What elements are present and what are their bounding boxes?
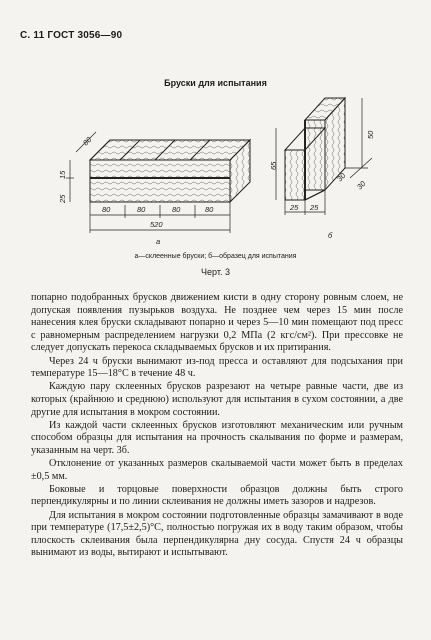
panel-a-letter: а (156, 237, 161, 246)
paragraph: Через 24 ч бруски вынимают из-под пресса и оставляют для подсыхания при температуре 15—18°С в течение 48 ч. (31, 355, 403, 380)
paragraph: Отклонение от указанных размеров скалываемой части может быть в пределах ±0,5 мм. (31, 458, 403, 482)
paragraph: Из каждой части склеенных брусков изготовляют механическим или ручным способом образцы для испытания на прочность скалывания по форме и размерам, указанным на черт. 3б. (31, 419, 403, 456)
figure-caption: а—склеенные бруски; б—образец для испытания (134, 253, 297, 260)
paragraph: попарно подобранных брусков движением кисти в одну сторону ровным слоем, не допуская появления пузырьков воздуха. Не позднее чем через 15 мин после нанесения клея бруски складывают попарно и через 5—10 мин помещают под пресс с равномерным распределением нагрузки 0,2 МПа (2 кгс/см²). При прессовке не следует допускать перекоса складываемых брусков и их притирания. (31, 292, 403, 354)
label-b-h2: 50 (366, 130, 375, 139)
label-b-d1: 30 (335, 171, 348, 184)
label-a-h-total: 25 (58, 194, 67, 203)
label-a-seg3: 80 (172, 205, 181, 214)
label-a-seg1: 80 (102, 205, 111, 214)
label-a-depth: 80 (81, 135, 94, 148)
figure-title: Бруски для испытания (164, 78, 267, 88)
panel-b-letter: б (328, 231, 333, 240)
label-b-w2: 25 (310, 203, 319, 212)
label-b-d2: 30 (355, 179, 368, 192)
label-a-seg2: 80 (137, 205, 146, 214)
figure-number: Черт. 3 (201, 267, 230, 277)
page-header: С. 11 ГОСТ 3056—90 (20, 30, 123, 41)
paragraph: Боковые и торцовые поверхности образцов должны быть строго перпендикулярны и по линии склеивания не должны иметь зазоров и надрезов. (31, 483, 403, 508)
paragraph: Для испытания в мокром состоянии подготовленные образцы замачивают в воде при температуре (17,5±2,5)°С, полностью погружая их в воду таким образом, чтобы плоскость склеивания была перпендикулярна дну сосуда. Спустя 24 ч образцы вынимают из воды, вытирают и испытывают. (31, 509, 403, 559)
label-b-h1: 65 (269, 161, 278, 170)
figure-drawing (0, 0, 431, 260)
body-text (31, 292, 403, 560)
panel-a-bars (90, 140, 250, 202)
label-a-seg4: 80 (205, 205, 214, 214)
label-a-width: 520 (150, 220, 163, 229)
label-b-w1: 25 (290, 203, 299, 212)
label-a-h-top: 15 (58, 170, 67, 179)
paragraph: Каждую пару склеенных брусков разрезают на четыре равные части, две из которых (крайнюю и среднюю) используют для испытания в сухом состоянии, а две другие для испытания в мокром состоянии. (31, 381, 403, 418)
panel-b-specimen (285, 98, 345, 200)
